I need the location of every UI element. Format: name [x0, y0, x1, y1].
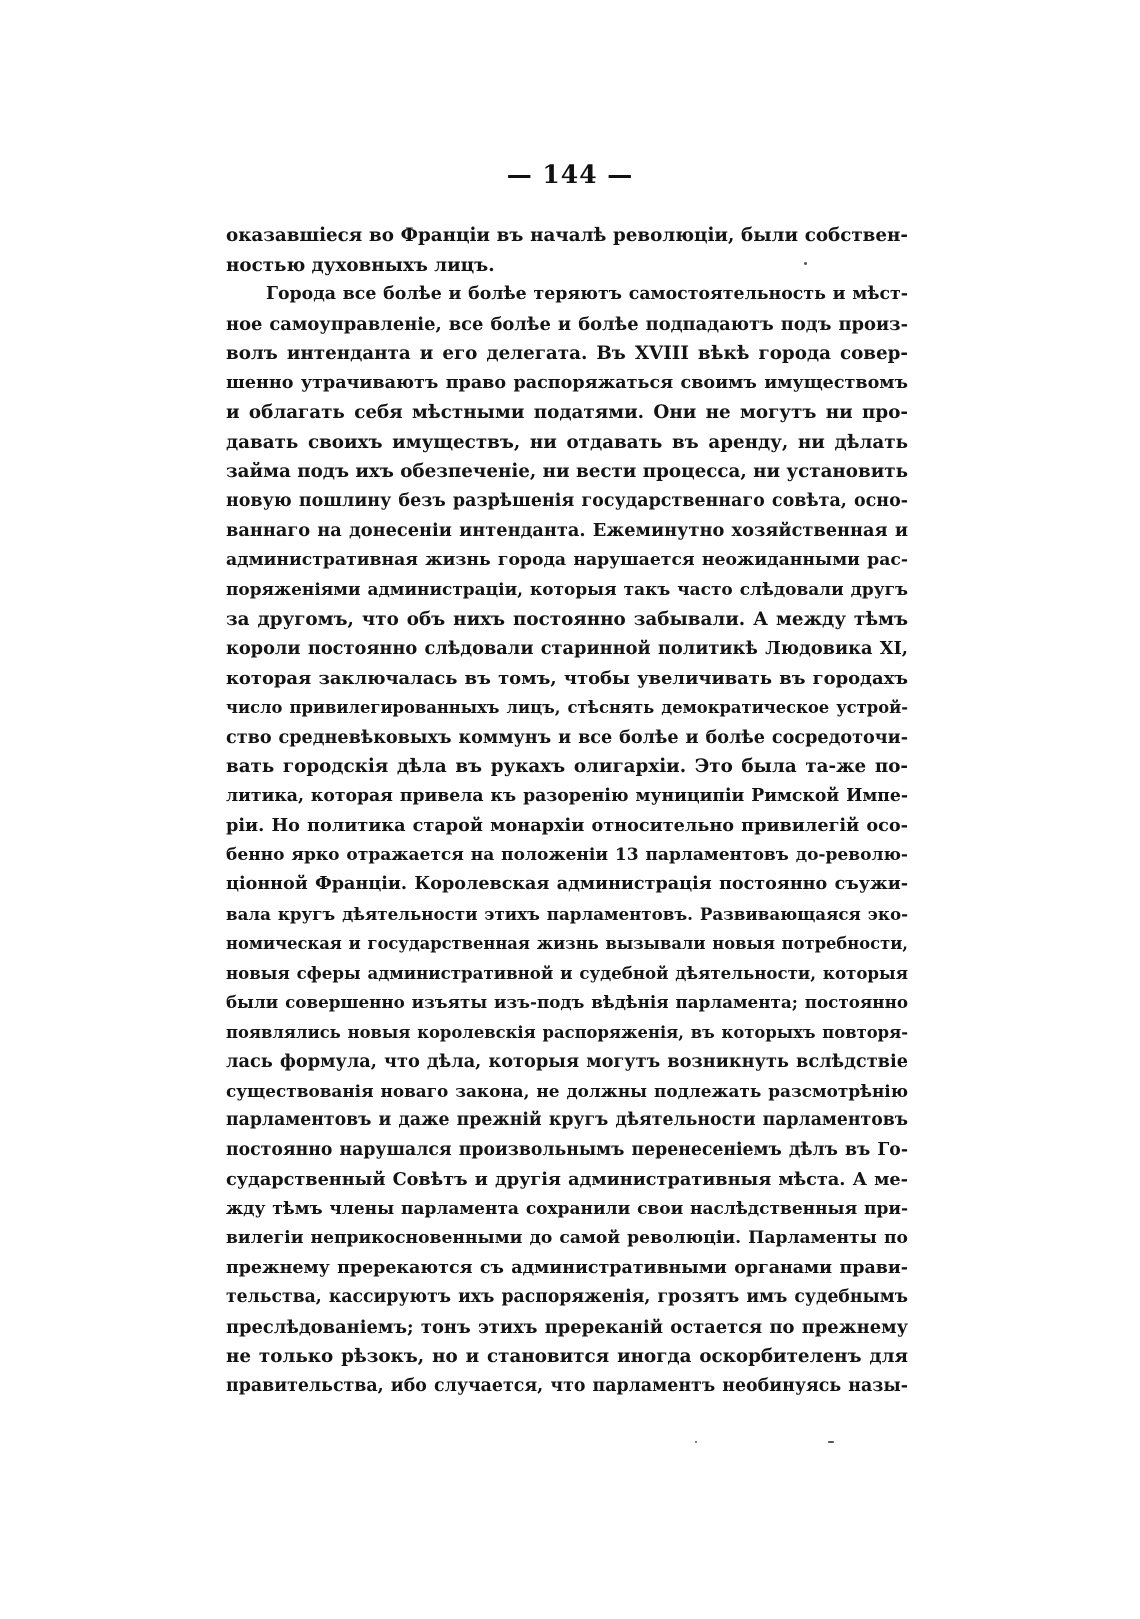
text-line: займа подъ ихъ обезпеченіе, ни вести процесса, ни установить [226, 461, 908, 482]
text-line: номическая и государственная жизнь вызывали новыя потребности, [226, 934, 908, 953]
text-line: парламентовъ и даже прежній кругъ дѣятельности парламентовъ [226, 1110, 908, 1130]
text-line: сударственный Совѣтъ и другія административныя мѣста. А ме- [226, 1169, 908, 1190]
text-line: не только рѣзокъ, но и становится иногда оскорбителенъ для [226, 1346, 908, 1367]
text-line: ное самоуправленіе, все болѣе и болѣе подпадаютъ подъ произ- [226, 313, 908, 335]
text-line: ваннаго на донесеніи интенданта. Ежеминутно хозяйственная и [226, 520, 908, 541]
text-line: поряженіями администраціи, которыя такъ часто слѣдовали другъ [226, 579, 908, 599]
text-line: бенно ярко отражается на положеніи 13 парламентовъ до-револю- [226, 844, 908, 865]
text-line: оказавшіеся во Франціи въ началѣ революціи, были собствен- [226, 225, 908, 246]
text-line: ріи. Но политика старой монархіи относительно привилегій осо- [226, 815, 908, 836]
text-line: литика, которая привела къ разоренію муниципіи Римской Импе- [226, 785, 908, 806]
text-line: вилегіи неприкосновенными до самой революціи. Парламенты по [226, 1228, 908, 1248]
text-line: которая заключалась въ томъ, чтобы увеличивать въ городахъ [226, 667, 908, 689]
text-line: тельства, кассируютъ ихъ распоряженія, грозятъ имъ судебнымъ [226, 1287, 908, 1307]
text-line: жду тѣмъ члены парламента сохранили свои наслѣдственныя при- [226, 1198, 908, 1219]
text-line: новыя сферы административной и судебной дѣятельности, которыя [226, 962, 908, 983]
text-line: новую пошлину безъ разрѣшенія государственнаго совѣта, осно- [226, 490, 908, 511]
text-line: преслѣдованіемъ; тонъ этихъ пререканій остается по прежнему [226, 1316, 908, 1338]
ink-speck [828, 1441, 834, 1443]
body-text [226, 221, 908, 1401]
text-line: административная жизнь города нарушается неожиданными рас- [226, 549, 908, 570]
text-line: шенно утрачиваютъ право распоряжаться своимъ имуществомъ [226, 372, 908, 393]
text-line: лась формула, что дѣла, которыя могутъ возникнуть вслѣдствіе [226, 1051, 908, 1072]
text-line: ціонной Франціи. Королевская администрація постоянно съужи- [226, 874, 908, 894]
text-line: ностью духовныхъ лицъ. [226, 254, 495, 276]
ink-speck [695, 1441, 697, 1443]
ink-speck [804, 262, 807, 265]
text-line: появлялись новыя королевскія распоряженія, въ которыхъ повторя- [226, 1022, 908, 1042]
text-line: правительства, ибо случается, что парламентъ необинуясь назы- [226, 1375, 908, 1396]
text-line: за другомъ, что объ нихъ постоянно забывали. А между тѣмъ [226, 608, 908, 630]
text-line: и облагать себя мѣстными податями. Они не могутъ ни про- [226, 402, 908, 423]
text-line: Города все болѣе и болѣе теряютъ самостоятельность и мѣст- [266, 284, 908, 304]
text-line: число привилегированныхъ лицъ, стѣснять демократическое устрой- [226, 698, 908, 717]
text-line: были совершенно изъяты изъ-подъ вѣдѣнія парламента; постоянно [226, 992, 908, 1012]
text-line: волъ интенданта и его делегата. Въ XVIII вѣкѣ города совер- [226, 343, 908, 364]
page-number: — 144 — [506, 160, 634, 189]
text-line: существованія новаго закона, не должны подлежать разсмотрѣнію [226, 1080, 908, 1101]
text-line: короли постоянно слѣдовали старинной политикѣ Людовика XI, [226, 638, 908, 659]
text-line: вать городскія дѣла въ рукахъ олигархіи. Это была та-же по- [226, 756, 908, 777]
text-line: вала кругъ дѣятельности этихъ парламентовъ. Развивающаяся эко- [226, 903, 908, 924]
text-line: давать своихъ имуществъ, ни отдавать въ аренду, ни дѣлать [226, 431, 908, 453]
text-line: прежнему пререкаются съ административными органами прави- [226, 1257, 908, 1278]
text-line: постоянно нарушался произвольнымъ перенесеніемъ дѣлъ въ Го- [226, 1139, 908, 1160]
text-line: ство средневѣковыхъ коммунъ и все болѣе и болѣе сосредоточи- [226, 726, 908, 748]
